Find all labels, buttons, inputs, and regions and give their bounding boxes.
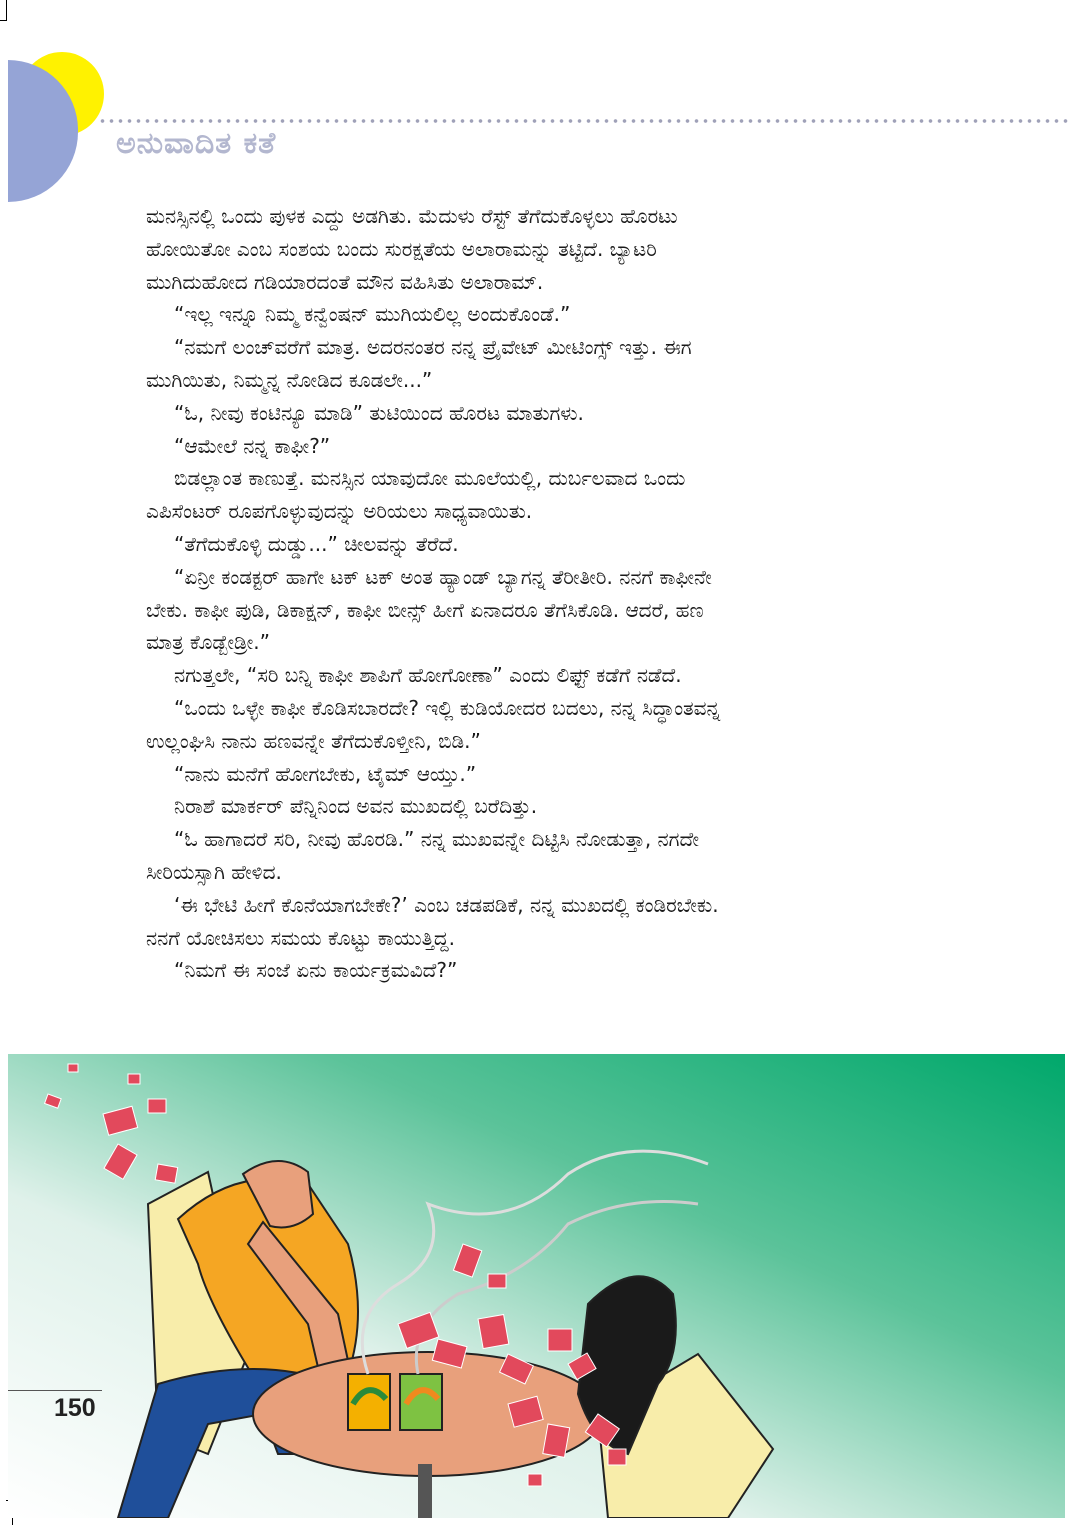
text-line: ಉಲ್ಲಂಘಿಸಿ ನಾನು ಹಣವನ್ನೇ ತೆಗೆದುಕೊಳ್ತೀನಿ, ಬಿಡಿ.” — [146, 728, 481, 753]
text-line: ಹೋಯಿತೋ ಎಂಬ ಸಂಶಯ ಬಂದು ಸುರಕ್ಷತೆಯ ಅಲಾರಾಮನ್ನು ತಟ್ಟಿದೆ. ಬ್ಯಾಟರಿ — [146, 236, 657, 261]
text-line: “ಇಲ್ಲ ಇನ್ನೂ ನಿಮ್ಮ ಕನ್ವೆಂಷನ್ ಮುಗಿಯಲಿಲ್ಲ ಅಂದುಕೊಂಡೆ.” — [174, 302, 571, 327]
story-text — [146, 200, 906, 987]
text-line: ಬಿಡಲ್ಲಾಂತ ಕಾಣುತ್ತೆ. ಮನಸ್ಸಿನ ಯಾವುದೋ ಮೂಲೆಯಲ್ಲಿ, ದುರ್ಬಲವಾದ ಒಂದು — [174, 466, 686, 491]
text-line: “ನಾನು ಮನೆಗೆ ಹೋಗಬೇಕು, ಟೈಮ್ ಆಯ್ತು.” — [174, 761, 477, 786]
text-line: ಬೇಕು. ಕಾಫೀ ಪುಡಿ, ಡಿಕಾಕ್ಷನ್, ಕಾಫೀ ಬೀನ್ಸ್ ಹೀಗೆ ಏನಾದರೂ ತೆಗೆಸಿಕೊಡಿ. ಆದರೆ, ಹಣ — [146, 597, 704, 622]
page-number: 150 — [54, 1394, 96, 1422]
text-line: ನಿರಾಶೆ ಮಾರ್ಕರ್ ಪೆನ್ನಿನಿಂದ ಅವನ ಮುಖದಲ್ಲಿ ಬರೆದಿತ್ತು. — [174, 794, 538, 819]
text-line: “ತೆಗೆದುಕೊಳ್ಳಿ ದುಡ್ಡು...” ಚೀಲವನ್ನು ತೆರೆದೆ. — [174, 531, 459, 556]
illustration-svg — [8, 1054, 1065, 1518]
text-line: ಎಪಿಸೆಂಟರ್ ರೂಪಗೊಳ್ಳುವುದನ್ನು ಅರಿಯಲು ಸಾಧ್ಯವಾಯಿತು. — [146, 499, 533, 524]
text-line: ನನಗೆ ಯೋಚಿಸಲು ಸಮಯ ಕೊಟ್ಟು ಕಾಯುತ್ತಿದ್ದ. — [146, 925, 455, 950]
crop-mark-top-left-h — [0, 20, 7, 21]
text-line: “ನಿಮಗೆ ಈ ಸಂಜೆ ಏನು ಕಾರ್ಯಕ್ರಮವಿದೆ?” — [174, 958, 458, 983]
crop-mark-top-left-v — [6, 0, 7, 20]
dotted-header-rule — [98, 118, 1072, 124]
text-line: “ಒಂದು ಒಳ್ಳೇ ಕಾಫೀ ಕೊಡಿಸಬಾರದೇ? ಇಲ್ಲಿ ಕುಡಿಯೋದರ ಬದಲು, ನನ್ನ ಸಿದ್ಧಾಂತವನ್ನ — [174, 695, 721, 720]
text-line: ಮುಗಿಯಿತು, ನಿಮ್ಮನ್ನ ನೋಡಿದ ಕೂಡಲೇ...” — [146, 367, 433, 392]
text-line: “ನಮಗೆ ಲಂಚ್‌ವರೆಗೆ ಮಾತ್ರ. ಅದರನಂತರ ನನ್ನ ಪ್ರೈವೇಟ್ ಮೀಟಿಂಗ್ಸ್ ಇತ್ತು. ಈಗ — [174, 335, 692, 360]
text-line: ‘ಈ ಭೇಟಿ ಹೀಗೆ ಕೊನೆಯಾಗಬೇಕೇ?’ ಎಂಬ ಚಡಪಡಿಕೆ, ನನ್ನ ಮುಖದಲ್ಲಿ ಕಂಡಿರಬೇಕು. — [174, 892, 719, 917]
text-line: “ಆಮೇಲೆ ನನ್ನ ಕಾಫೀ?” — [174, 433, 331, 458]
section-title: ಅನುವಾದಿತ ಕತೆ — [116, 126, 277, 161]
story-illustration — [8, 1054, 1065, 1518]
text-line: ಮನಸ್ಸಿನಲ್ಲಿ ಒಂದು ಪುಳಕ ಎದ್ದು ಅಡಗಿತು. ಮೆದುಳು ರೆಸ್ಟ್ ತೆಗೆದುಕೊಳ್ಳಲು ಹೊರಟು — [146, 204, 678, 228]
text-line: ನಗುತ್ತಲೇ, “ಸರಿ ಬನ್ನಿ ಕಾಫೀ ಶಾಪಿಗೆ ಹೋಗೋಣಾ” ಎಂದು ಲಿಫ್ಟ್ ಕಡೆಗೆ ನಡೆದೆ. — [174, 663, 682, 688]
text-line: “ಏನ್ರೀ ಕಂಡಕ್ಟರ್ ಹಾಗೇ ಟಕ್ ಟಕ್ ಅಂತ ಹ್ಯಾಂಡ್ ಬ್ಯಾಗನ್ನ ತೆರೀತೀರಿ. ನನಗೆ ಕಾಫೀನೇ — [174, 564, 712, 589]
text-line: ಸೀರಿಯಸ್ಸಾಗಿ ಹೇಳಿದ. — [146, 859, 282, 884]
text-line: “ಓ ಹಾಗಾದರೆ ಸರಿ, ನೀವು ಹೊರಡಿ.” ನನ್ನ ಮುಖವನ್ನೇ ದಿಟ್ಟಿಸಿ ನೋಡುತ್ತಾ, ನಗದೇ — [174, 827, 699, 852]
text-line: ಮಾತ್ರ ಕೊಡ್ಬೇಡ್ರೀ.” — [146, 630, 270, 655]
page-number-rule — [8, 1390, 102, 1391]
text-line: ಮುಗಿದುಹೋದ ಗಡಿಯಾರದಂತೆ ಮೌನ ವಹಿಸಿತು ಅಲಾರಾಮ್. — [146, 269, 544, 294]
text-line: “ಓ, ನೀವು ಕಂಟಿನ್ಯೂ ಮಾಡಿ” ತುಟಿಯಿಂದ ಹೊರಟ ಮಾತುಗಳು. — [174, 400, 584, 425]
table-leg — [418, 1464, 432, 1518]
